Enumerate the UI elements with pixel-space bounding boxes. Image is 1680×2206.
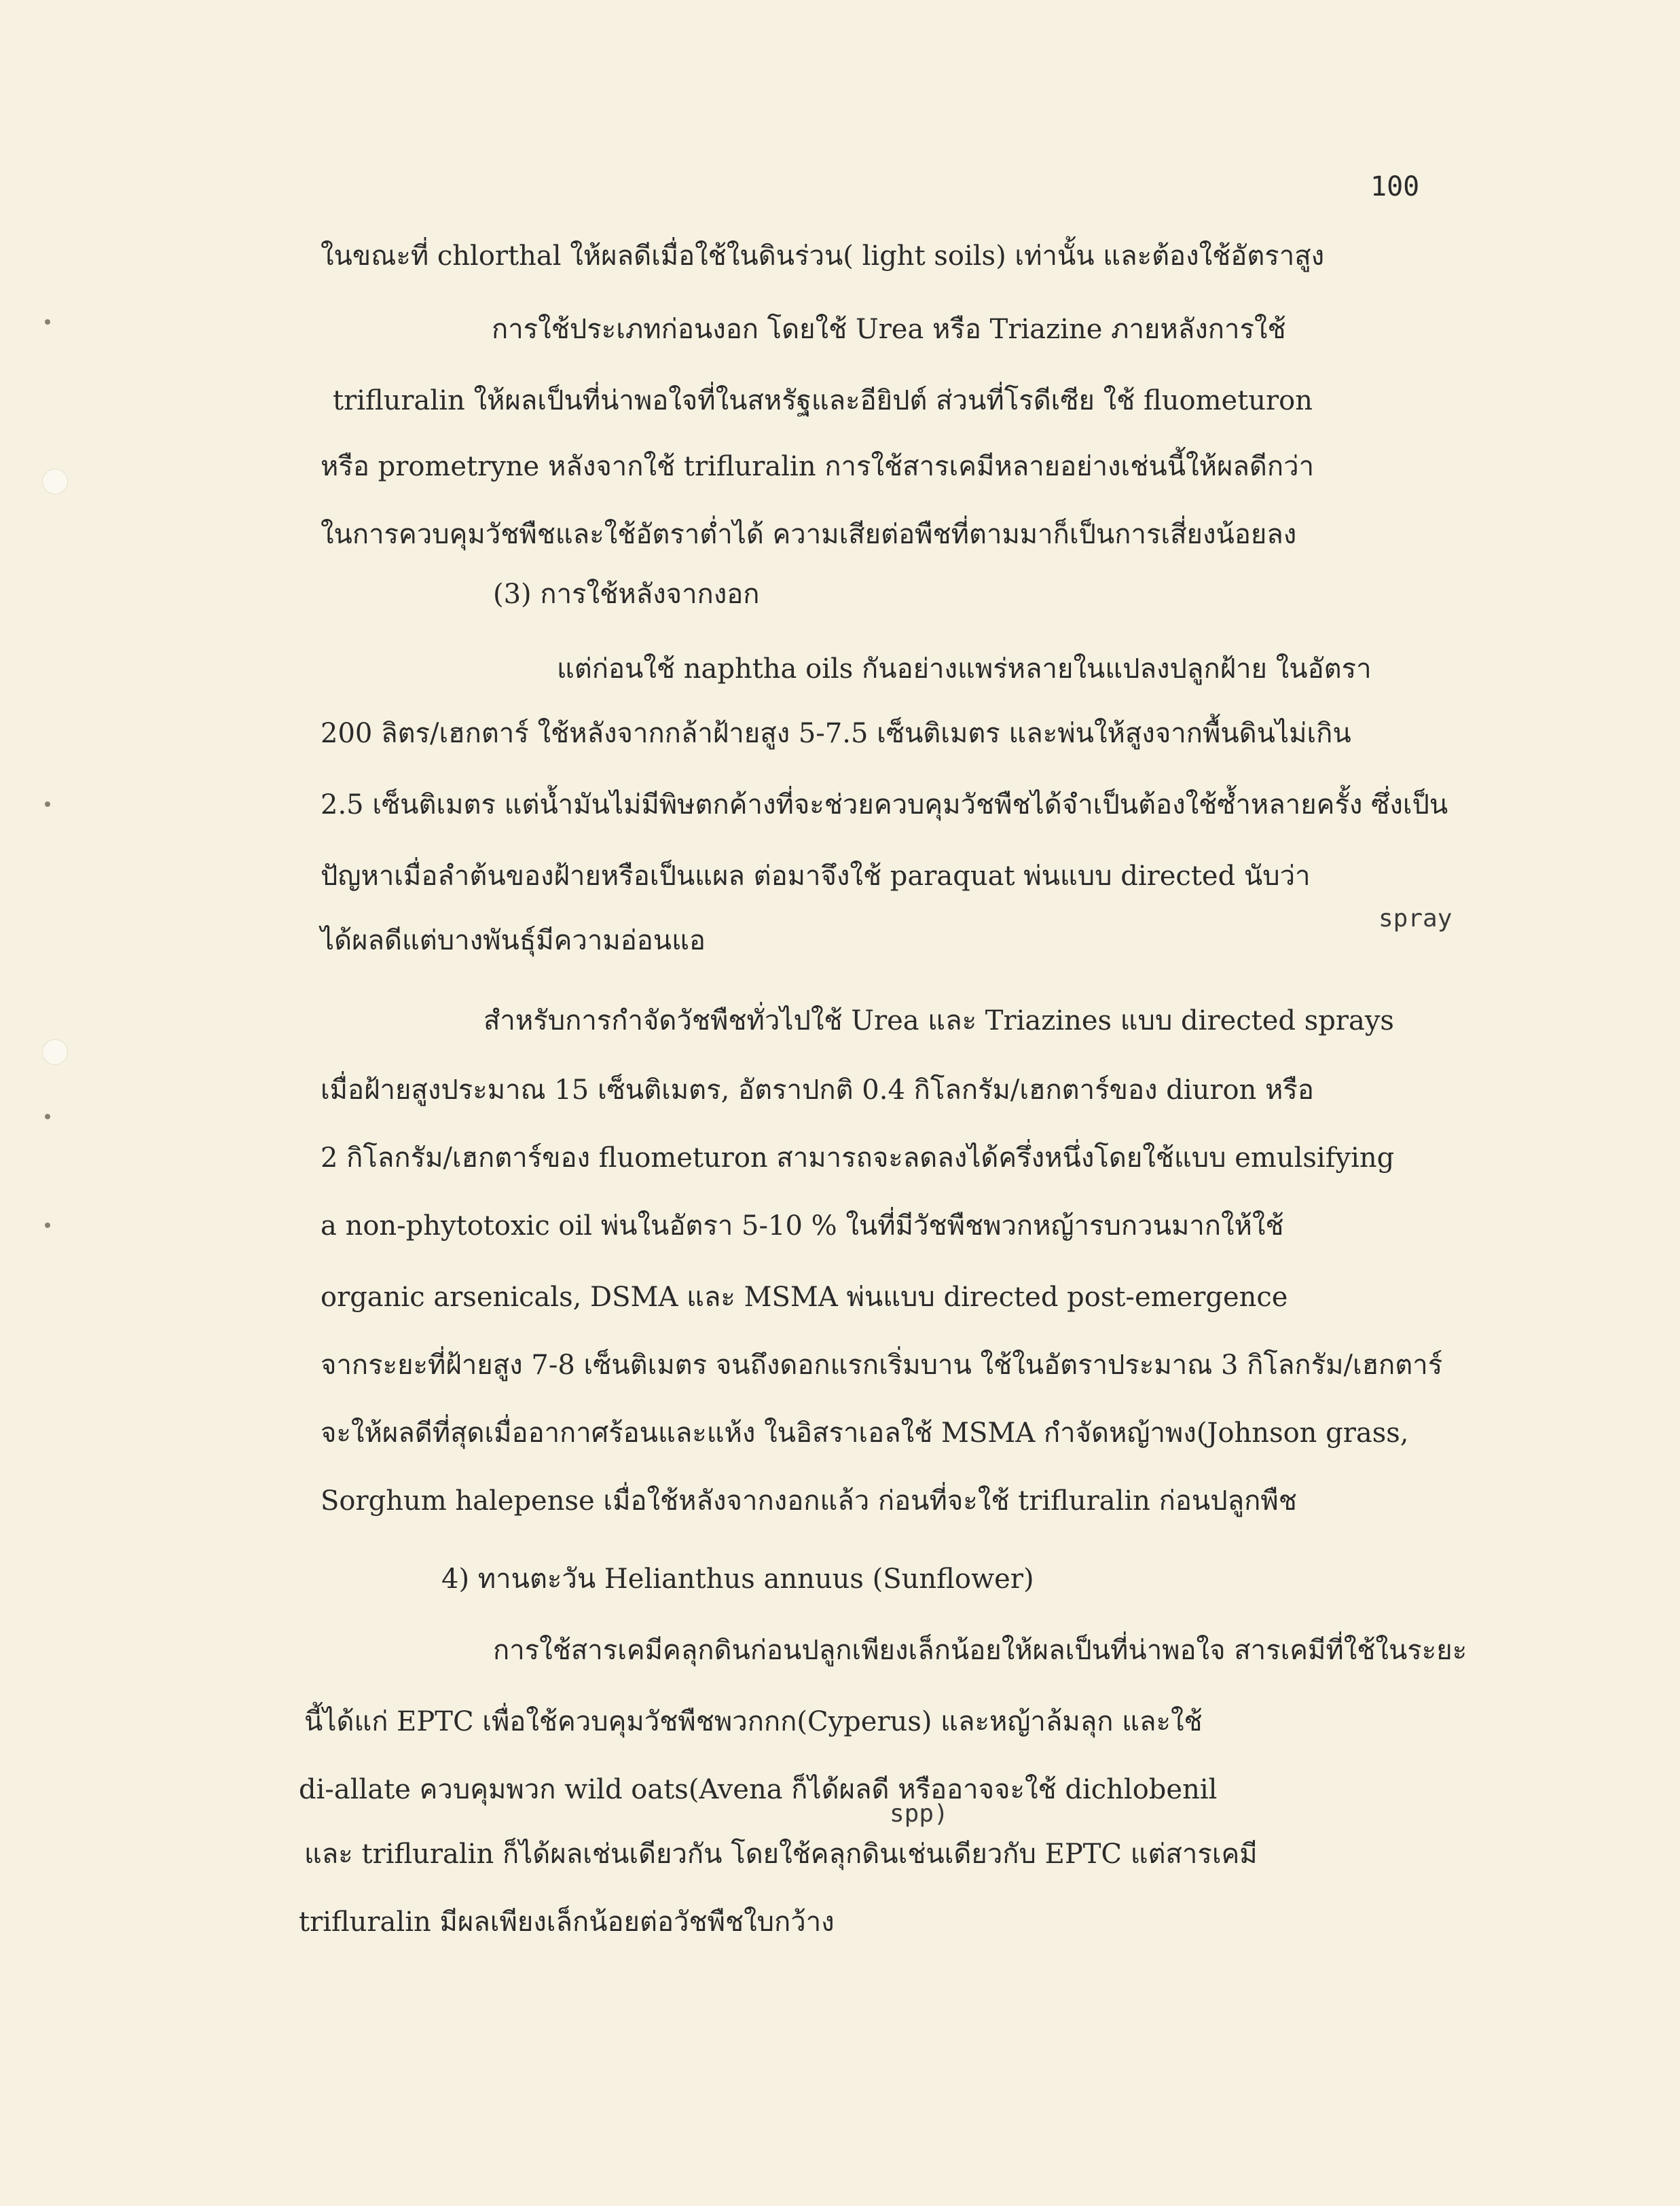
sub-note: spp) (890, 1800, 949, 1828)
paper-speck (45, 319, 50, 325)
text-line: จากระยะที่ฝ้ายสูง 7-8 เซ็นติเมตร จนถึงดอกแรกเริ่มบาน ใช้ในอัตราประมาณ 3 กิโลกรัม/เฮกตาร์ (321, 1350, 1443, 1381)
text-line: a non-phytotoxic oil พ่นในอัตรา 5-10 % ในที่มีวัชพืชพวกหญ้ารบกวนมากให้ใช้ (321, 1210, 1284, 1242)
text-line: di-allate ควบคุมพวก wild oats(Avena ก็ได้ผลดี หรืออาจจะใช้ dichlobenil (299, 1774, 1218, 1805)
punch-hole (42, 1039, 68, 1065)
text-line: ในขณะที่ chlorthal ให้ผลดีเมื่อใช้ในดินร่วน( light soils) เท่านั้น และต้องใช้อัตราสูง (321, 240, 1325, 272)
text-line: 200 ลิตร/เฮกตาร์ ใช้หลังจากกล้าฝ้ายสูง 5-7.5 เซ็นติเมตร และพ่นให้สูงจากพื้นดินไม่เกิน (321, 718, 1351, 749)
paper-speck (45, 1223, 50, 1228)
text-line: ได้ผลดีแต่บางพันธุ์มีความอ่อนแอ (321, 925, 706, 956)
text-line: trifluralin มีผลเพียงเล็กน้อยต่อวัชพืชใบกว้าง (299, 1906, 835, 1938)
punch-hole (42, 469, 68, 494)
text-line: 2.5 เซ็นติเมตร แต่น้ำมันไม่มีพิษตกค้างที่จะช่วยควบคุมวัชพืชได้จำเป็นต้องใช้ซ้ำหลายครั้ง ซึ่งเป็น (321, 789, 1448, 820)
text-line: สำหรับการกำจัดวัชพืชทั่วไปใช้ Urea และ Triazines แบบ directed sprays (483, 1005, 1394, 1036)
text-line: และ trifluralin ก็ได้ผลเช่นเดียวกัน โดยใช้คลุกดินเช่นเดียวกับ EPTC แต่สารเคมี (304, 1839, 1258, 1870)
paper-speck (45, 1114, 50, 1119)
text-line: ในการควบคุมวัชพืชและใช้อัตราต่ำได้ ความเสียต่อพืชที่ตามมาก็เป็นการเสี่ยงน้อยลง (321, 519, 1297, 550)
text-line: organic arsenicals, DSMA และ MSMA พ่นแบบ directed post-emergence (321, 1282, 1288, 1313)
text-line: จะให้ผลดีที่สุดเมื่ออากาศร้อนและแห้ง ในอิสราเอลใช้ MSMA กำจัดหญ้าพง(Johnson grass, (321, 1417, 1409, 1449)
paper-speck (45, 801, 50, 807)
text-line: Sorghum halepense เมื่อใช้หลังจากงอกแล้ว ก่อนที่จะใช้ trifluralin ก่อนปลูกพืช (321, 1485, 1297, 1517)
sub-note: spray (1378, 905, 1453, 933)
text-line: หรือ prometryne หลังจากใช้ trifluralin การใช้สารเคมีหลายอย่างเช่นนี้ให้ผลดีกว่า (321, 451, 1315, 482)
text-line: แต่ก่อนใช้ naphtha oils กันอย่างแพร่หลายในแปลงปลูกฝ้าย ในอัตรา (557, 653, 1372, 685)
text-line: 2 กิโลกรัม/เฮกตาร์ของ fluometuron สามารถจะลดลงได้ครึ่งหนึ่งโดยใช้แบบ emulsifying (321, 1142, 1395, 1174)
section-heading: 4) ทานตะวัน Helianthus annuus (Sunflower) (441, 1563, 1034, 1595)
text-line: trifluralin ให้ผลเป็นที่น่าพอใจที่ในสหรัฐและอียิปต์ ส่วนที่โรดีเซีย ใช้ fluometuron (333, 385, 1313, 416)
text-line: การใช้สารเคมีคลุกดินก่อนปลูกเพียงเล็กน้อยให้ผลเป็นที่น่าพอใจ สารเคมีที่ใช้ในระยะ (493, 1635, 1467, 1666)
text-line: นี้ได้แก่ EPTC เพื่อใช้ควบคุมวัชพืชพวกกก(Cyperus) และหญ้าล้มลุก และใช้ (304, 1706, 1203, 1737)
section-heading: (3) การใช้หลังจากงอก (493, 579, 760, 610)
text-line: การใช้ประเภทก่อนงอก โดยใช้ Urea หรือ Triazine ภายหลังการใช้ (492, 314, 1286, 345)
text-line: เมื่อฝ้ายสูงประมาณ 15 เซ็นติเมตร, อัตราปกติ 0.4 กิโลกรัม/เฮกตาร์ของ diuron หรือ (321, 1074, 1314, 1106)
text-line: ปัญหาเมื่อลำต้นของฝ้ายหรือเป็นแผล ต่อมาจึงใช้ paraquat พ่นแบบ directed นับว่า (321, 861, 1311, 892)
page-number: 100 (1370, 171, 1420, 202)
